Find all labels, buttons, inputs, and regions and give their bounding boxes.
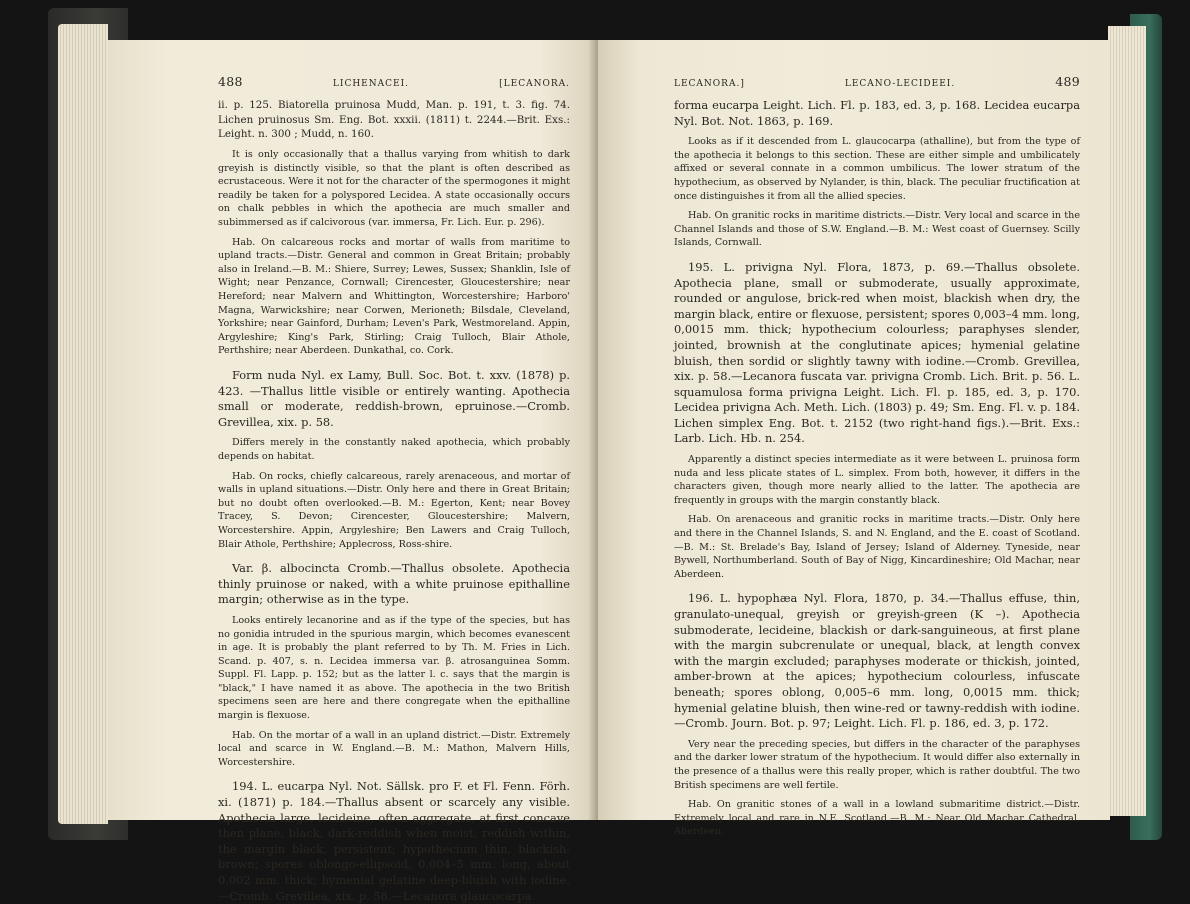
right-paragraph: Looks as if it descended from L. glaucocarpa (athalline), but from the type of the apothecia it belongs to this section. These are either simple and umbilicately affixed or several connate in a common umbilicus. The lower stratum of the hypothecium, as observed by Nylander, is thin, black. The peculiar fructification at once distinguishes it from all the allied species. bbox=[674, 136, 1080, 202]
left-paragraph: Hab. On calcareous rocks and mortar of walls from maritime to upland tracts.—Distr. General and common in Great Britain; probably also in Ireland.—B. M.: Shiere, Surrey; Lewes, Sussex; Shanklin, Isle of Wight; near Penzance, Cornwall; Cirencester, Gloucestershire; near Hereford; near Malvern and Whittington, Worcestershire; Harboro' Magna, Warwickshire; near Corwen, Merioneth; Bilsdale, Cleveland, Yorkshire; near Gainford, Durham; Leven's Park, Westmoreland. Appin, Argyleshire; King's Park, Stirling; Craig Tulloch, Blair Athole, Perthshire; near Aberdeen. Dunkathal, co. Cork. bbox=[218, 236, 570, 357]
right-paragraph: forma eucarpa Leight. Lich. Fl. p. 183, ed. 3, p. 168. Lecidea eucarpa Nyl. Bot. Not. 1863, p. 169. bbox=[674, 98, 1080, 128]
page-edges-right bbox=[1108, 26, 1146, 816]
right-section-tag: LECANORA.] bbox=[674, 79, 745, 89]
right-paragraph: Very near the preceding species, but differs in the character of the paraphyses and the darker lower stratum of the hypothecium. It would differ also externally in the presence of a thallus were this really proper, which is rather doubtful. The two British specimens are well fertile. bbox=[674, 738, 1080, 791]
right-page-number: 489 bbox=[1055, 74, 1080, 89]
left-form-entry: Form nuda Nyl. ex Lamy, Bull. Soc. Bot. t. xxv. (1878) p. 423. —Thallus little visible or entirely wanting. Apothecia small or moderate, reddish-brown, epruinose.—Cromb. Grevillea, xix. p. 58. bbox=[218, 368, 570, 429]
right-paragraph: Hab. On granitic stones of a wall in a lowland submaritime district.—Distr. Extremely local and rare in N.E. Scotland.—B. M.: Near Old Machar Cathedral, Aberdeen. bbox=[674, 799, 1080, 838]
right-paragraph: Hab. On arenaceous and granitic rocks in maritime tracts.—Distr. Only here and there in the Channel Islands, S. and N. England, and the E. coast of Scotland.—B. M.: St. Brelade's Bay, Island of Jersey; Island of Alderney. Tyneside, near Bywell, Northumberland. South of Bay of Nigg, Kincardineshire; Old Machar, near Aberdeen. bbox=[674, 514, 1080, 580]
left-section-tag: [LECANORA. bbox=[499, 79, 570, 89]
left-page-number: 488 bbox=[218, 74, 243, 89]
left-paragraph: It is only occasionally that a thallus varying from whitish to dark greyish is distinctly visible, so that the plant is often described as ecrustaceous. Were it not for the character of the spermogones it might readily be taken for a polyspored Lecidea. A state occasionally occurs on chalk pebbles in which the apothecia are much smaller and subimmersed as if calcivorous (var. immersa, Fr. Lich. Eur. p. 296). bbox=[218, 149, 570, 229]
left-species-entry: 194. L. eucarpa Nyl. Not. Sällsk. pro F. et Fl. Fenn. Förh. xi. (1871) p. 184.—Thallus absent or scarcely any visible. Apothecia large, lecideine, often aggregate, at first concave then plane, black, dark-reddish when moist, reddish within, the margin black, persistent; hypothecium thin, blackish-brown; spores oblongo-ellipsoid, 0,004–5 mm. long, about 0,002 mm. thick; hymenial gelatine deep-bluish with iodine.—Cromb. Grevillea, xix. p. 58.—Lecanora glaucocarpa bbox=[218, 779, 570, 903]
right-page bbox=[598, 40, 1110, 838]
right-species-entry: 196. L. hypophæa Nyl. Flora, 1870, p. 34.—Thallus effuse, thin, granulato-unequal, greyish or greyish-green (K –). Apothecia submoderate, lecideine, blackish or dark-sanguineous, at first plane with the margin subcrenulate or unequal, black, at length convex with the margin excluded; paraphyses moderate or thickish, jointed, amber-brown at the apices; hypothecium colourless, infuscate beneath; spores oblong, 0,005–6 mm. long, 0,0015 mm. thick; hymenial gelatine bluish, then wine-red or tawny-reddish with iodine. —Cromb. Journ. Bot. p. 97; Leight. Lich. Fl. p. 186, ed. 3, p. 172. bbox=[674, 591, 1080, 731]
right-running-head bbox=[674, 74, 1080, 90]
page-edges-left bbox=[58, 24, 108, 824]
left-running-title: LICHENACEI. bbox=[332, 79, 409, 89]
left-running-head bbox=[218, 74, 570, 90]
right-paragraph: Hab. On granitic rocks in maritime districts.—Distr. Very local and scarce in the Channel Islands and those of S.W. England.—B. M.: West coast of Guernsey. Scilly Islands, Cornwall. bbox=[674, 210, 1080, 249]
right-paragraph: Apparently a distinct species intermediate as it were between L. pruinosa form nuda and less plicate states of L. simplex. From both, however, it differs in the characters given, though more nearly allied to the latter. The apothecia are frequently in groups with the margin constantly black. bbox=[674, 454, 1080, 506]
left-paragraph: Hab. On rocks, chiefly calcareous, rarely arenaceous, and mortar of walls in upland situations.—Distr. Only here and there in Great Britain; but no doubt often overlooked.—B. M.: Egerton, Kent; near Bovey Tracey, S. Devon; Cirencester, Gloucestershire; Malvern, Worcestershire. Appin, Argyleshire; Ben Lawers and Craig Tulloch, Blair Athole, Perthshire; Applecross, Ross-shire. bbox=[218, 470, 570, 550]
left-paragraph: Looks entirely lecanorine and as if the type of the species, but has no gonidia intruded in the spurious margin, which becomes evanescent in age. It is probably the plant referred to by Th. M. Fries in Lich. Scand. p. 407, s. n. Lecidea immersa var. β. atrosanguinea Somm. Suppl. Fl. Lapp. p. 152; but as the latter l. c. says that the margin is "black," I have named it as above. The apothecia in the two British specimens seen are here and there congregate when the epithalline margin is flexuose. bbox=[218, 614, 570, 722]
right-species-entry: 195. L. privigna Nyl. Flora, 1873, p. 69.—Thallus obsolete. Apothecia plane, small or submoderate, usually approximate, rounded or angulose, brick-red when moist, blackish when dry, the margin black, entire or flexuose, persistent; spores 0,003–4 mm. long, 0,0015 mm. thick; hypothecium colourless; paraphyses slender, jointed, brownish at the conglutinate apices; hymenial gelatine bluish, then sordid or slightly tawny with iodine.—Cromb. Grevillea, xix. p. 58.—Lecanora fuscata var. privigna Cromb. Lich. Brit. p. 56. L. squamulosa forma privigna Leight. Lich. Fl. p. 185, ed. 3, p. 170. Lecidea privigna Ach. Meth. Lich. (1803) p. 49; Sm. Eng. Fl. v. p. 184. Lichen simplex Eng. Bot. t. 2152 (two right-hand figs.).—Brit. Exs.: Larb. Lich. Hb. n. 254. bbox=[674, 259, 1080, 446]
left-var-entry: Var. β. albocincta Cromb.—Thallus obsolete. Apothecia thinly pruinose or naked, with a white pruinose epithalline margin; otherwise as in the type. bbox=[218, 561, 570, 607]
left-page bbox=[108, 40, 598, 903]
left-paragraph: ii. p. 125. Biatorella pruinosa Mudd, Man. p. 191, t. 3. fig. 74. Lichen pruinosus Sm. Eng. Bot. xxxii. (1811) t. 2244.—Brit. Exs.: Leight. n. 300 ; Mudd, n. 160. bbox=[218, 99, 570, 141]
left-paragraph: Differs merely in the constantly naked apothecia, which probably depends on habitat. bbox=[218, 437, 570, 462]
left-paragraph: Hab. On the mortar of a wall in an upland district.—Distr. Extremely local and scarce in W. England.—B. M.: Mathon, Malvern Hills, Worcestershire. bbox=[218, 729, 570, 768]
right-running-title: LECANO-LECIDEEI. bbox=[844, 79, 956, 89]
